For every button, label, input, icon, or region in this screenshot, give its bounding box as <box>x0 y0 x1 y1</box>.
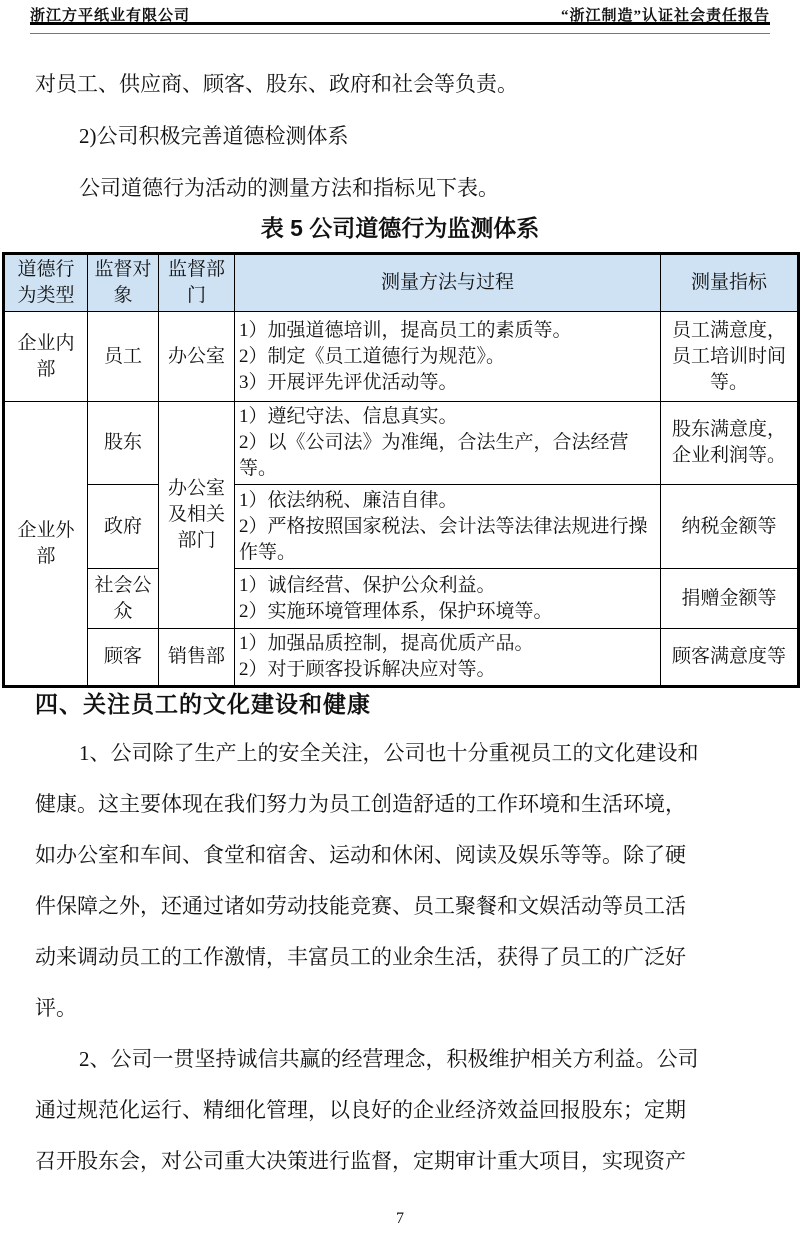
paragraph1-line: 健康。这主要体现在我们努力为员工创造舒适的工作环境和生活环境， <box>35 792 686 816</box>
method-item: 2）对于顾客投诉解决应对等。 <box>239 659 496 680</box>
method-item: 2）制定《员工道德行为规范》。 <box>239 345 506 367</box>
page-number: 7 <box>396 1210 404 1227</box>
col-header-dept: 监督部门 <box>159 254 235 312</box>
paragraph1-line: 如办公室和车间、食堂和宿舍、运动和休闲、阅读及娱乐等等。除了硬 <box>35 843 686 867</box>
method-item: 1）加强道德培训，提高员工的素质等。 <box>239 319 572 341</box>
method-item: 1）诚信经营、保护公众利益。 <box>239 574 496 596</box>
paragraph2-line: 召开股东会，对公司重大决策进行监督，定期审计重大项目，实现资产 <box>35 1149 686 1173</box>
cell-methods <box>235 629 661 687</box>
cell-target: 顾客 <box>88 629 159 687</box>
cell-target: 政府 <box>88 485 159 569</box>
method-item: 3）开展评先评优活动等。 <box>239 371 458 393</box>
col-header-indicator: 测量指标 <box>661 254 799 312</box>
section-heading: 四、关注员工的文化建设和健康 <box>35 691 371 717</box>
table-title: 表 5 公司道德行为监测体系 <box>260 215 540 241</box>
paragraph1-line: 评。 <box>35 996 77 1020</box>
cell-dept: 销售部 <box>159 629 235 687</box>
paragraph1-line: 件保障之外，还通过诸如劳动技能竞赛、员工聚餐和文娱活动等员工活 <box>35 894 686 918</box>
cell-dept: 办公室 <box>159 312 235 402</box>
method-item: 2）以《公司法》为准绳，合法生产，合法经营等。 <box>239 432 629 479</box>
body-paragraphs <box>35 728 767 1187</box>
method-item: 1）加强品质控制，提高优质产品。 <box>239 633 534 654</box>
method-item: 2）严格按照国家税法、会计法等法律法规进行操作等。 <box>239 515 648 563</box>
ethics-monitoring-table <box>2 252 800 688</box>
cell-methods <box>235 485 661 569</box>
table-row <box>4 402 799 485</box>
cell-type-internal: 企业内部 <box>4 312 88 402</box>
col-header-target: 监督对象 <box>88 254 159 312</box>
cell-target: 社会公众 <box>88 569 159 629</box>
cell-type-external: 企业外部 <box>4 402 88 687</box>
col-header-methods: 测量方法与过程 <box>235 254 661 312</box>
paragraph2-line: 2、公司一贯坚持诚信共赢的经营理念，积极维护相关方利益。公司 <box>79 1047 699 1071</box>
cell-indicator: 股东满意度，企业利润等。 <box>661 402 799 485</box>
intro-line: 公司道德行为活动的测量方法和指标见下表。 <box>79 176 499 200</box>
cell-methods <box>235 569 661 629</box>
cell-methods <box>235 402 661 485</box>
cell-dept-shared: 办公室及相关部门 <box>159 402 235 629</box>
cell-indicator: 捐赠金额等 <box>661 569 799 629</box>
method-item: 1）遵纪守法、信息真实。 <box>239 406 458 427</box>
table-row <box>4 485 799 569</box>
method-item: 2）实施环境管理体系，保护环境等。 <box>239 600 553 622</box>
header-report-title: “浙江制造”认证社会责任报告 <box>560 8 770 24</box>
cell-target: 股东 <box>88 402 159 485</box>
intro-line: 对员工、供应商、顾客、股东、政府和社会等负责。 <box>35 72 518 96</box>
header-company-name: 浙江方平纸业有限公司 <box>30 8 191 24</box>
cell-methods <box>235 312 661 402</box>
cell-indicator: 员工满意度，员工培训时间等。 <box>661 312 799 402</box>
intro-line: 2)公司积极完善道德检测体系 <box>79 124 349 148</box>
header-double-rule <box>30 22 770 34</box>
cell-target: 员工 <box>88 312 159 402</box>
cell-indicator: 顾客满意度等 <box>661 629 799 687</box>
table-row <box>4 629 799 687</box>
paragraph2-line: 通过规范化运行、精细化管理，以良好的企业经济效益回报股东；定期 <box>35 1098 686 1122</box>
table-row <box>4 312 799 402</box>
paragraph1-line: 动来调动员工的工作激情，丰富员工的业余生活，获得了员工的广泛好 <box>35 945 686 969</box>
method-item: 1）依法纳税、廉洁自律。 <box>239 489 458 511</box>
paragraph1-line: 1、公司除了生产上的安全关注，公司也十分重视员工的文化建设和 <box>79 741 699 765</box>
table-row <box>4 569 799 629</box>
cell-indicator: 纳税金额等 <box>661 485 799 569</box>
intro-paragraphs <box>35 58 767 214</box>
table-header-row <box>4 254 799 312</box>
col-header-type: 道德行为类型 <box>4 254 88 312</box>
